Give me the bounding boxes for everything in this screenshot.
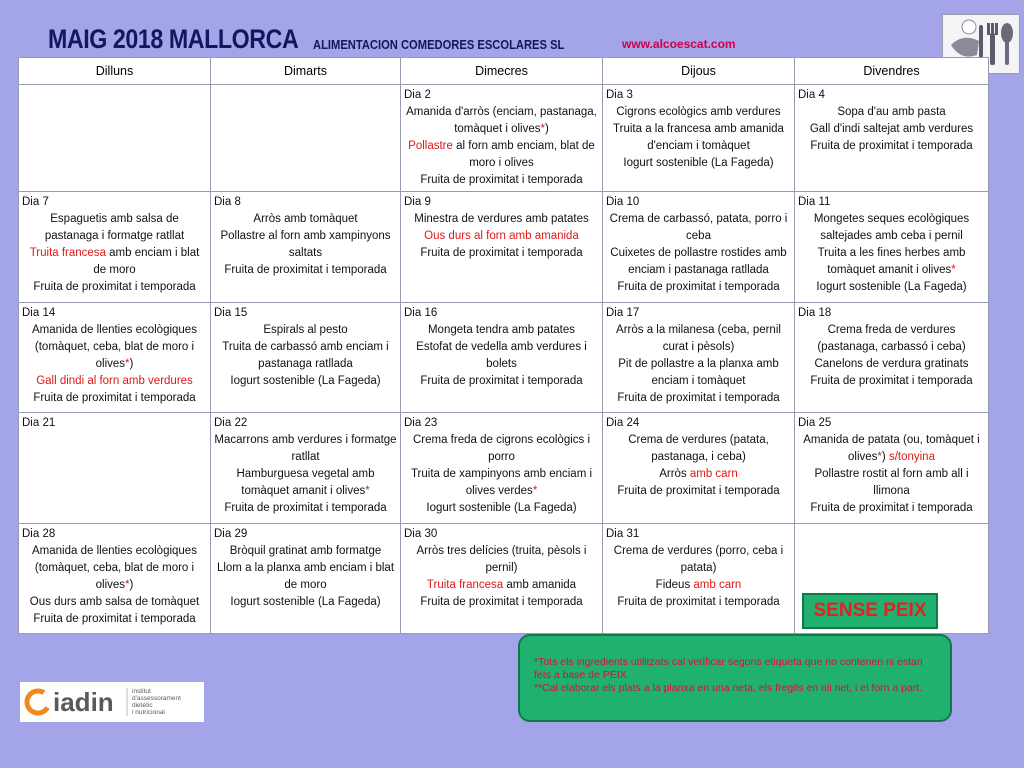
dish-text: Espirals al pesto: [263, 323, 348, 336]
sense-peix-badge: SENSE PEIX: [802, 593, 938, 629]
highlighted-text: s/tonyina: [888, 451, 935, 464]
website-link[interactable]: www.alcoescat.com: [622, 37, 736, 51]
dish-text: Ous durs amb salsa de tomàquet: [29, 595, 200, 608]
dish-text: Bròquil gratinat amb formatge: [229, 544, 382, 557]
dish-line: [214, 211, 397, 228]
iadin-tagline-4: i nutricional: [132, 709, 165, 716]
highlighted-text: amb carn: [689, 468, 738, 481]
dish-line: [214, 339, 397, 373]
dish-text: Canelons de verdura gratinats: [814, 357, 969, 370]
day-number: Dia 17: [606, 306, 640, 319]
dish-text: Arròs: [659, 468, 690, 481]
iadin-logo: [20, 682, 204, 722]
highlighted-text: Truita francesa: [426, 578, 504, 591]
dish-line: [214, 262, 397, 279]
dish-text: Hamburguesa vegetal amb tomàquet amanit i olives: [236, 468, 375, 498]
dish-text: Llom a la planxa amb enciam i blat de moro: [216, 561, 395, 591]
dish-text: Fruita de proximitat i temporada: [33, 391, 196, 404]
dish-line: [404, 211, 599, 228]
day-cell: [19, 523, 211, 633]
dish-text: Estofat de vedella amb verdures i bolets: [416, 340, 587, 370]
dish-line: [214, 228, 397, 262]
dish-line: [214, 594, 397, 611]
dish-text: Truita a la francesa amb amanida d'enciam i tomàquet: [613, 123, 784, 152]
day-number: Dia 28: [22, 527, 56, 540]
dish-text: Fruita de proximitat i temporada: [33, 281, 196, 294]
dish-text: Fruita de proximitat i temporada: [224, 502, 387, 515]
allergen-notes: [518, 634, 952, 722]
dish-text: Fruita de proximitat i temporada: [617, 595, 780, 608]
dish-text: ): [129, 578, 134, 591]
dish-text: Pit de pollastre a la planxa amb enciam i tomàquet: [618, 357, 779, 387]
dish-text: amb amanida: [503, 578, 577, 591]
page-title: [48, 24, 339, 54]
dish-line: [798, 373, 985, 390]
highlighted-text: *: [365, 485, 370, 498]
dish-line: [798, 104, 985, 121]
dish-text: Sopa d'au amb pasta: [837, 106, 946, 118]
dish-line: [798, 322, 985, 356]
weekday-header-dimecres: Dimecres: [401, 58, 603, 85]
day-cell: [19, 413, 211, 523]
day-number: Dia 14: [22, 306, 56, 319]
day-cell: [19, 85, 211, 192]
dish-line: [606, 279, 791, 296]
dish-text: Arròs amb tomàquet: [253, 213, 358, 226]
day-number: Dia 8: [214, 196, 241, 209]
highlighted-text: Ous durs al forn amb amanida: [424, 230, 579, 243]
dish-line: [404, 322, 599, 339]
highlighted-text: Pollastre: [408, 140, 453, 152]
dish-line: [606, 155, 791, 172]
day-cell: [211, 192, 401, 302]
day-number: Dia 30: [404, 527, 438, 540]
dish-line: [606, 466, 791, 483]
dish-line: [404, 594, 599, 611]
dish-text: Iogurt sostenible (La Fageda): [230, 374, 381, 387]
dish-text: Fruita de proximitat i temporada: [617, 485, 780, 498]
dish-text: Crema de verdures (porro, ceba i patata): [613, 544, 784, 574]
highlighted-text: *: [540, 123, 545, 135]
day-cell: [795, 192, 989, 302]
dish-text: Truita de xampinyons amb enciam i olives verdes: [410, 468, 593, 498]
dish-line: [606, 211, 791, 245]
dish-line: [22, 543, 207, 594]
dish-line: [22, 373, 207, 390]
dish-line: [606, 245, 791, 279]
dish-line: [798, 500, 985, 517]
iadin-wordmark: iadin: [53, 687, 114, 717]
day-number: Dia 31: [606, 527, 640, 540]
dish-line: [22, 245, 207, 279]
dish-line: [22, 594, 207, 611]
dish-text: Macarrons amb verdures i formatge ratllat: [214, 434, 397, 464]
svg-text:institut d'assessorament: [132, 688, 183, 716]
weekday-header-dimarts: Dimarts: [211, 58, 401, 85]
day-cell: [401, 413, 603, 523]
dish-text: Amanida de patata (ou, tomàquet i olives: [803, 434, 980, 464]
dish-line: [798, 245, 985, 279]
day-number: Dia 7: [22, 196, 49, 209]
dish-line: [606, 432, 791, 466]
day-number: Dia 15: [214, 306, 248, 319]
highlighted-text: *: [951, 264, 956, 277]
dish-text: Crema freda de verdures (pastanaga, carbassó i ceba): [817, 323, 966, 353]
iadin-tagline-3: dietètic: [132, 702, 153, 709]
dish-line: [798, 211, 985, 245]
dish-line: [214, 373, 397, 390]
dish-text: ): [129, 357, 134, 370]
dish-text: Gall d'indi saltejat amb verdures: [809, 123, 974, 135]
dish-line: [22, 611, 207, 628]
dish-text: Fruita de proximitat i temporada: [224, 264, 387, 277]
weekday-header-dijous: Dijous: [603, 58, 795, 85]
dish-text: Fruita de proximitat i temporada: [617, 391, 780, 404]
dish-line: [22, 322, 207, 373]
day-number: Dia 23: [404, 417, 438, 430]
dish-text: Pollastre al forn amb xampinyons saltats: [220, 230, 391, 260]
day-number: Dia 11: [798, 196, 831, 209]
day-number: Dia 21: [22, 417, 56, 430]
dish-line: [404, 466, 599, 500]
dish-text: Iogurt sostenible (La Fageda): [426, 502, 577, 515]
dish-line: [214, 560, 397, 594]
day-cell: [19, 302, 211, 412]
dish-line: [798, 121, 985, 138]
dish-text: ): [544, 123, 549, 135]
dish-line: [606, 104, 791, 121]
iadin-tagline-1: institut: [132, 688, 151, 695]
day-number: Dia 2: [404, 89, 431, 101]
dish-line: [214, 322, 397, 339]
dish-text: Fruita de proximitat i temporada: [810, 140, 973, 152]
dish-line: [404, 104, 599, 138]
day-cell: [795, 413, 989, 523]
dish-line: [606, 322, 791, 356]
week-row: [19, 85, 989, 192]
day-cell: [603, 523, 795, 633]
highlighted-text: *: [125, 357, 130, 370]
day-cell: [401, 523, 603, 633]
dish-line: [22, 390, 207, 407]
day-number: Dia 4: [798, 89, 825, 101]
dish-text: Iogurt sostenible (La Fageda): [816, 281, 967, 294]
day-cell: [401, 192, 603, 302]
dish-line: [798, 138, 985, 155]
week-row: [19, 302, 989, 412]
day-number: Dia 22: [214, 417, 248, 430]
highlighted-text: *: [532, 485, 538, 498]
highlighted-text: Gall dindi al forn amb verdures: [36, 374, 193, 387]
day-cell: [401, 85, 603, 192]
day-cell: [603, 85, 795, 192]
dish-line: [798, 356, 985, 373]
dish-text: Arròs a la milanesa (ceba, pernil curat i pèsols): [616, 323, 781, 353]
dish-line: [22, 211, 207, 245]
dish-text: Crema de verdures (patata, pastanaga, i ceba): [628, 434, 769, 464]
highlighted-text: Truita francesa: [29, 247, 106, 260]
dish-line: [404, 172, 599, 189]
dish-text: Espaguetis amb salsa de pastanaga i formatge ratllat: [44, 213, 185, 243]
dish-text: Iogurt sostenible (La Fageda): [230, 595, 381, 608]
dish-text: Arròs tres delícies (truita, pèsols i pernil): [416, 544, 587, 574]
dish-line: [404, 432, 599, 466]
dish-text: Fruita de proximitat i temporada: [810, 374, 973, 387]
day-cell: [211, 413, 401, 523]
day-number: Dia 24: [606, 417, 640, 430]
title-company: ALIMENTACION COMEDORES ESCOLARES SL: [313, 37, 565, 52]
dish-text: Fruita de proximitat i temporada: [420, 247, 583, 260]
dish-text: Truita de carbassó amb enciam i pastanaga ratllada: [222, 340, 389, 370]
day-number: Dia 29: [214, 527, 248, 540]
menu-table: [18, 57, 989, 634]
dish-text: Fruita de proximitat i temporada: [420, 374, 583, 387]
highlighted-text: amb carn: [693, 578, 742, 591]
dish-line: [798, 466, 985, 500]
day-cell: [603, 413, 795, 523]
dish-text: Fideus: [655, 578, 694, 591]
dish-line: [606, 121, 791, 155]
day-number: Dia 16: [404, 306, 438, 319]
dish-text: Mongetes seques ecològiques saltejades amb ceba i pernil: [813, 213, 970, 243]
day-number: Dia 18: [798, 306, 832, 319]
dish-text: Pollastre rostit al forn amb all i llimona: [814, 468, 969, 498]
dish-line: [214, 543, 397, 560]
note-1: *Tots els ingredients utilitzats cal verificar segons etiqueta que no contenen ni estan fets a base de PEIX: [534, 656, 923, 681]
day-number: Dia 9: [404, 196, 431, 209]
dish-text: Minestra de verdures amb patates: [414, 213, 589, 226]
dish-line: [606, 577, 791, 594]
dish-text: Crema de carbassó, patata, porro i ceba: [609, 213, 788, 243]
dish-line: [214, 500, 397, 517]
dish-line: [404, 543, 599, 577]
dish-line: [404, 245, 599, 262]
dish-text: Fruita de proximitat i temporada: [33, 612, 196, 625]
dish-text: Fruita de proximitat i temporada: [420, 595, 583, 608]
dish-text: al forn amb enciam, blat de moro i olives: [452, 140, 595, 169]
dish-line: [22, 279, 207, 296]
dish-text: Amanida de llenties ecològiques (tomàquet, ceba, blat de moro i olives: [32, 544, 197, 591]
dish-line: [214, 466, 397, 500]
weekday-header-row: [19, 58, 989, 85]
day-number: Dia 3: [606, 89, 633, 101]
day-cell: [603, 192, 795, 302]
dish-line: [606, 594, 791, 611]
title-main: MAIG 2018 MALLORCA: [48, 24, 299, 54]
dish-line: [606, 390, 791, 407]
iadin-logo-icon: [20, 682, 204, 722]
week-row: [19, 413, 989, 523]
dish-text: Amanida de llenties ecològiques (tomàquet, ceba, blat de moro i olives: [32, 323, 197, 370]
iadin-tagline-2: d'assessorament: [132, 695, 181, 702]
week-row: [19, 192, 989, 302]
day-cell: [211, 85, 401, 192]
dish-line: [404, 577, 599, 594]
dish-text: Fruita de proximitat i temporada: [810, 502, 973, 515]
dish-line: [404, 228, 599, 245]
dish-line: [798, 279, 985, 296]
dish-line: [404, 500, 599, 517]
dish-text: Crema freda de cigrons ecològics i porro: [412, 434, 591, 464]
day-cell: [795, 85, 989, 192]
dish-line: [798, 432, 985, 466]
dish-line: [606, 356, 791, 390]
dish-text: Amanida d'arròs (enciam, pastanaga, tomàquet i olives: [406, 106, 597, 135]
day-number: Dia 10: [606, 196, 640, 209]
menu-body: [19, 85, 989, 634]
day-cell: [19, 192, 211, 302]
dish-line: [214, 432, 397, 466]
day-cell: [401, 302, 603, 412]
dish-line: [404, 373, 599, 390]
highlighted-text: *: [877, 451, 882, 464]
dish-line: [404, 138, 599, 172]
day-number: Dia 25: [798, 417, 832, 430]
dish-text: Iogurt sostenible (La Fageda): [623, 157, 774, 169]
dish-text: Truita a les fines herbes amb tomàquet amanit i olives: [817, 247, 966, 277]
dish-line: [404, 339, 599, 373]
dish-text: Cuixetes de pollastre rostides amb enciam i pastanaga ratllada: [610, 247, 787, 277]
dish-text: amb enciam i blat de moro: [93, 247, 200, 277]
dish-text: Mongeta tendra amb patates: [427, 323, 576, 336]
day-cell: [211, 523, 401, 633]
weekday-header-dilluns: Dilluns: [19, 58, 211, 85]
day-cell: [211, 302, 401, 412]
dish-text: Fruita de proximitat i temporada: [420, 174, 583, 186]
dish-text: ): [881, 451, 889, 464]
day-cell: [795, 302, 989, 412]
weekday-header-divendres: Divendres: [795, 58, 989, 85]
highlighted-text: *: [125, 578, 130, 591]
note-2: **Cal elaborar els plats a la planxa en una neta, els fregits en oli net, i el forn a part.: [534, 682, 923, 694]
dish-text: Fruita de proximitat i temporada: [617, 281, 780, 294]
dish-text: Cigrons ecològics amb verdures: [616, 106, 781, 118]
dish-line: [606, 483, 791, 500]
day-cell: [603, 302, 795, 412]
dish-line: [606, 543, 791, 577]
